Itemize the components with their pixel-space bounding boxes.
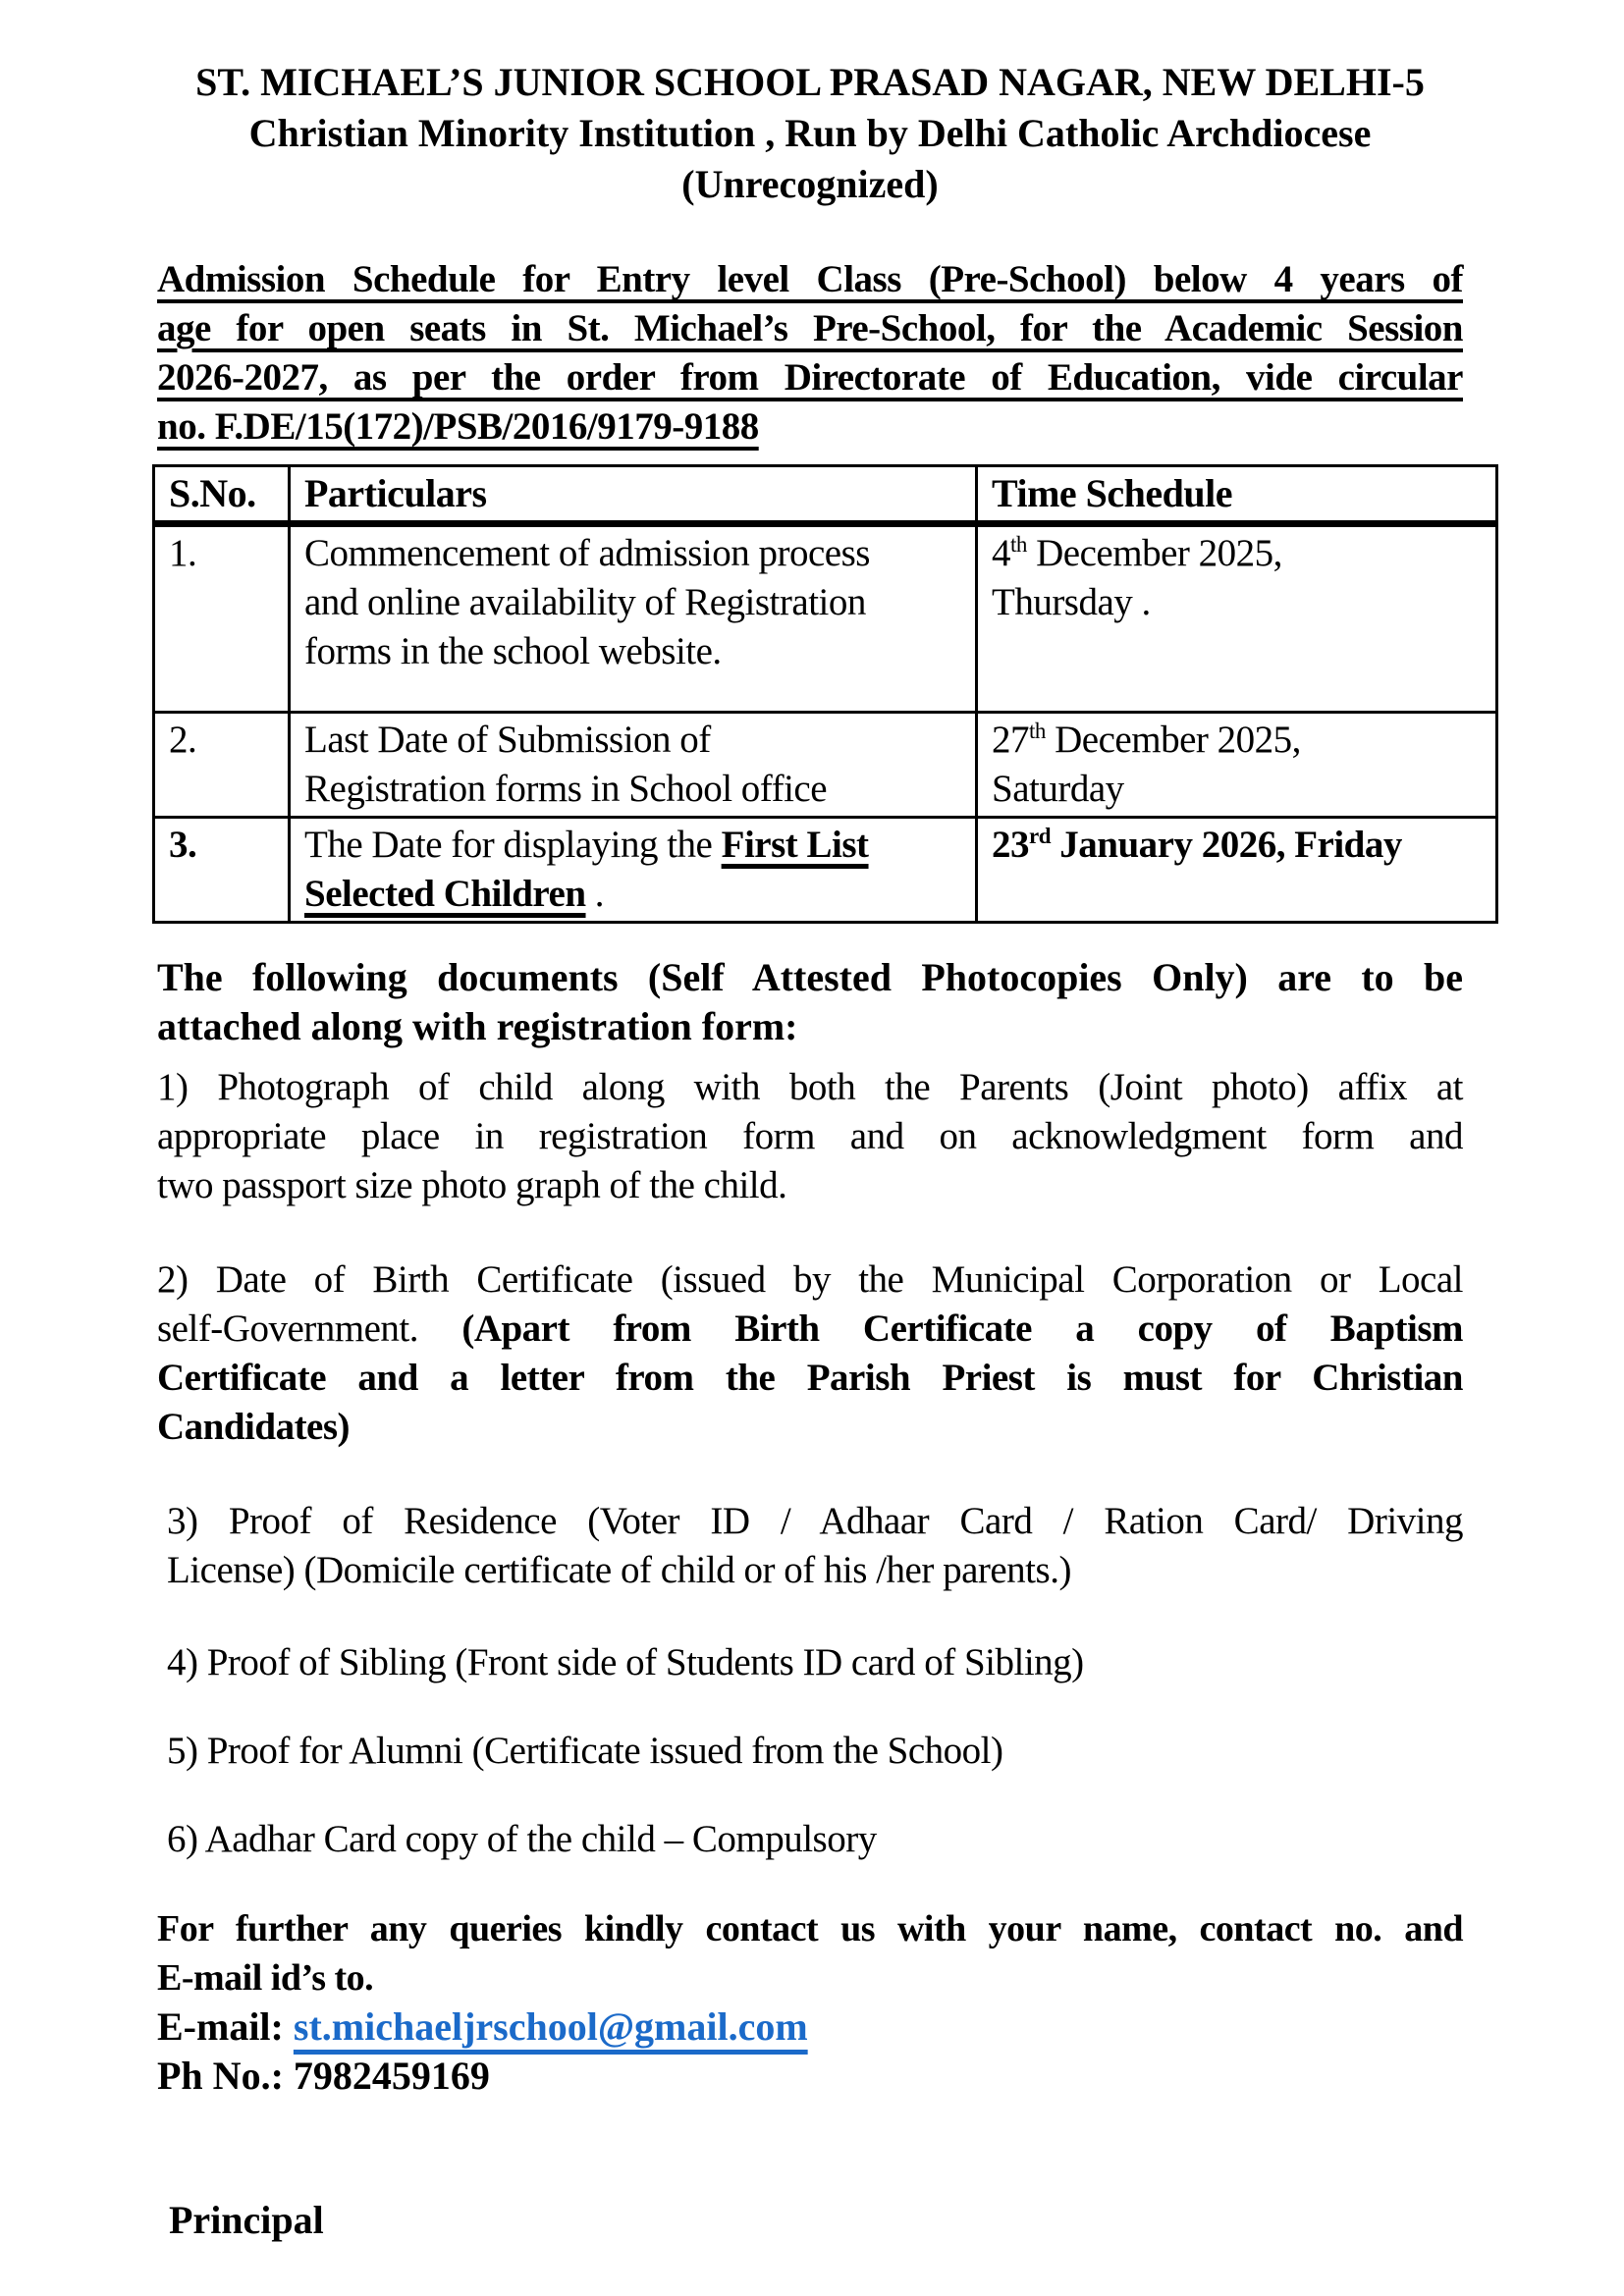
sno-cell: 3. bbox=[154, 818, 290, 923]
queries-note: For further any queries kindly contact us with your name, contact no. and E-mail id’s to. bbox=[157, 1908, 1463, 1999]
documents-heading: The following documents (Self Attested Photocopies Only) are to be attached along with registration form: bbox=[157, 955, 1463, 1048]
document-item-4: 4) Proof of Sibling (Front side of Students ID card of Sibling) bbox=[167, 1641, 1084, 1683]
document-item-2: 2) Date of Birth Certificate (issued by the Municipal Corporation or Local self-Government. (Apart from Birth Certificate a copy of Baptism Certificate and a letter from the Parish Priest is must for Christian Candidates) bbox=[157, 1258, 1463, 1448]
time-schedule-cell: 27th December 2025, Saturday bbox=[977, 713, 1497, 818]
email-line bbox=[157, 2002, 1463, 2052]
phone-line bbox=[157, 2052, 1463, 2101]
document-item-5: 5) Proof for Alumni (Certificate issued from the School) bbox=[167, 1730, 1003, 1772]
header-time-schedule: Time Schedule bbox=[977, 466, 1497, 524]
ordinal-superscript: th bbox=[1010, 532, 1027, 557]
time-schedule-cell: 4th December 2025, Thursday . bbox=[977, 524, 1497, 713]
first-list-emphasis: First List bbox=[721, 824, 869, 866]
document-item-1: 1) Photograph of child along with both the Parents (Joint photo) affix at appropriate place in registration form and on acknowledgment form and two passport size photo graph of the child. bbox=[157, 1066, 1463, 1206]
particulars-cell: Commencement of admission process and online availability of Registration forms in the school website. bbox=[290, 524, 977, 713]
table-row bbox=[154, 713, 1497, 818]
phone-number: 7982459169 bbox=[293, 2054, 490, 2098]
header-sno: S.No. bbox=[154, 466, 290, 524]
document-item-6: 6) Aadhar Card copy of the child – Compulsory bbox=[167, 1818, 877, 1860]
intro-line: age for open seats in St. Michael’s Pre-School, for the Academic Session bbox=[157, 307, 1463, 349]
document-header bbox=[157, 57, 1463, 210]
ordinal-superscript: rd bbox=[1029, 824, 1051, 848]
document-item-3: 3) Proof of Residence (Voter ID / Adhaar Card / Ration Card/ Driving License) (Domicile certificate of child or of his /her parents.) bbox=[167, 1500, 1463, 1591]
time-schedule-cell: 23rd January 2026, Friday bbox=[977, 818, 1497, 923]
header-particulars: Particulars bbox=[290, 466, 977, 524]
ordinal-superscript: th bbox=[1029, 719, 1046, 743]
admission-schedule-paragraph bbox=[157, 255, 1463, 452]
school-name: ST. MICHAEL’S JUNIOR SCHOOL PRASAD NAGAR, NEW DELHI-5 bbox=[195, 60, 1425, 104]
signature-principal: Principal bbox=[169, 2198, 324, 2242]
table-row bbox=[154, 818, 1497, 923]
sno-cell: 1. bbox=[154, 524, 290, 713]
table-header-row bbox=[154, 466, 1497, 524]
particulars-cell: The Date for displaying the First List Selected Children . bbox=[290, 818, 977, 923]
contact-block bbox=[157, 1904, 1463, 2101]
table-row bbox=[154, 524, 1497, 713]
selected-children-emphasis: Selected Children bbox=[304, 873, 586, 915]
particulars-cell: Last Date of Submission of Registration forms in School office bbox=[290, 713, 977, 818]
sno-cell: 2. bbox=[154, 713, 290, 818]
unrecognized-label: (Unrecognized) bbox=[681, 162, 939, 206]
email-label: E-mail: bbox=[157, 2004, 284, 2049]
phone-label: Ph No.: bbox=[157, 2054, 284, 2098]
intro-line: no. F.DE/15(172)/PSB/2016/9179-9188 bbox=[157, 405, 759, 448]
email-link[interactable]: st.michaeljrschool@gmail.com bbox=[293, 2004, 808, 2049]
admission-schedule-table bbox=[152, 464, 1498, 924]
institution-subtitle: Christian Minority Institution , Run by Delhi Catholic Archdiocese bbox=[248, 111, 1372, 155]
intro-line: Admission Schedule for Entry level Class (Pre-School) below 4 years of bbox=[157, 258, 1463, 300]
intro-line: 2026-2027, as per the order from Directorate of Education, vide circular bbox=[157, 356, 1463, 399]
